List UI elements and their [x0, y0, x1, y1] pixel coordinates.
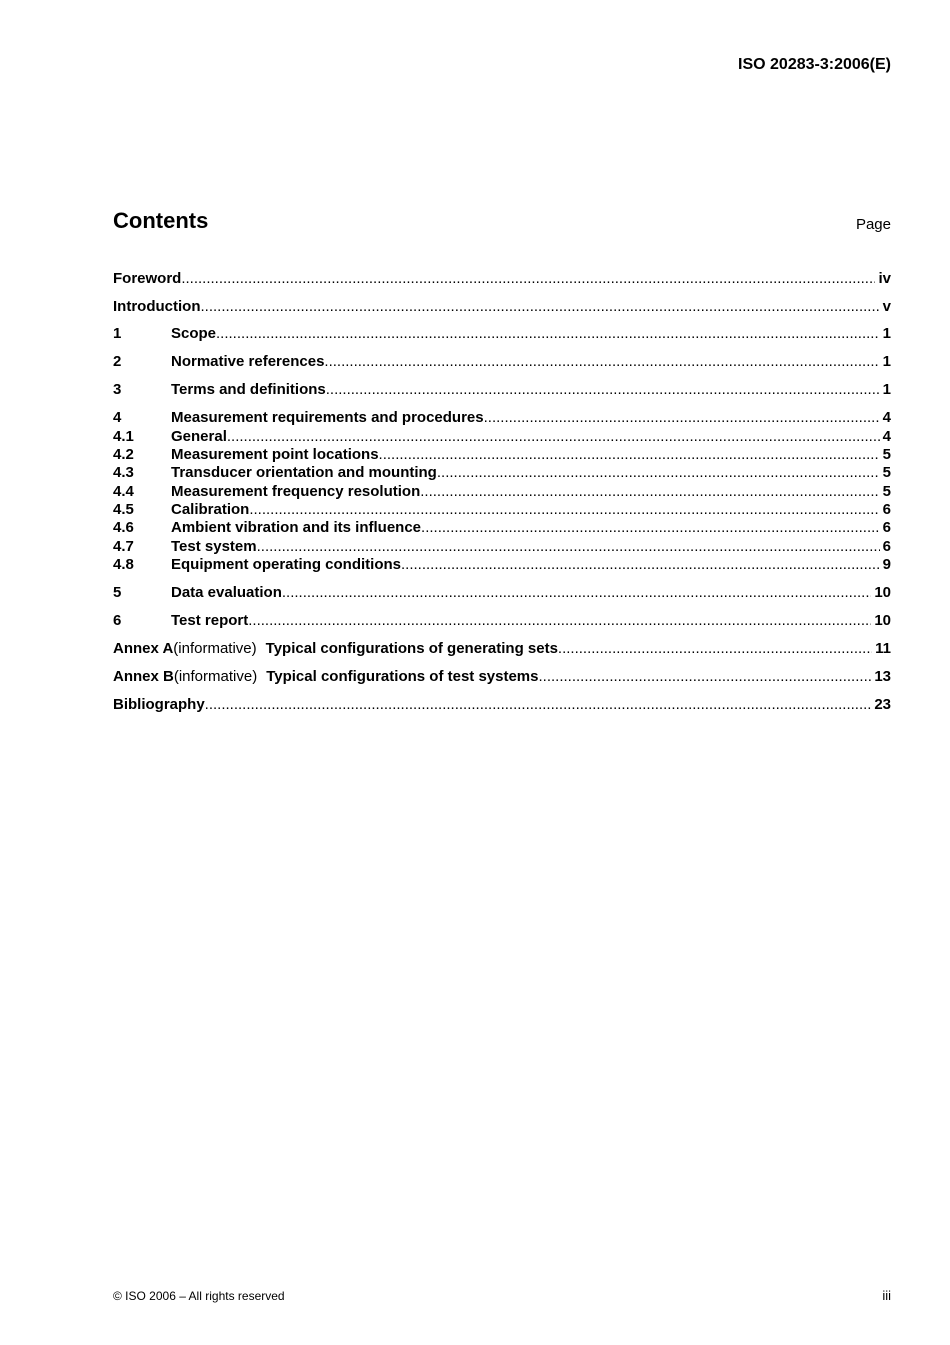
toc-entry-page: iv — [878, 270, 891, 287]
toc-entry[interactable] — [113, 483, 891, 501]
toc-entry[interactable] — [113, 556, 891, 574]
toc-entry-label: Measurement point locations — [171, 446, 379, 463]
toc-entry-label: Transducer orientation and mounting — [171, 464, 437, 481]
toc-entry[interactable] — [113, 668, 891, 686]
toc-entry-page: 13 — [874, 668, 891, 685]
toc-entry[interactable] — [113, 696, 891, 714]
copyright-footer: © ISO 2006 – All rights reserved — [113, 1289, 285, 1303]
toc-entry-label: Test system — [171, 538, 257, 555]
toc-entry-page: 10 — [874, 584, 891, 601]
toc-entry-number: 4.7 — [113, 538, 134, 555]
toc-entry-label: Terms and definitions — [171, 381, 326, 398]
toc-entry-label: Introduction — [113, 298, 201, 315]
toc-entry-page: 10 — [874, 612, 891, 629]
dot-leader — [200, 298, 879, 316]
toc-entry-note: (informative) — [173, 668, 258, 685]
toc-entry-label: Scope — [171, 325, 217, 342]
toc-entry[interactable] — [113, 428, 891, 446]
page-column-label: Page — [855, 216, 891, 233]
toc-entry-number: 1 — [113, 325, 122, 342]
toc-entry-subtitle: Typical configurations of test systems — [266, 668, 539, 685]
toc-entry[interactable] — [113, 584, 891, 602]
toc-entry-number: 4.8 — [113, 556, 134, 573]
dot-leader — [379, 446, 880, 464]
dot-leader — [257, 538, 880, 556]
toc-entry-label: Annex A — [113, 640, 174, 657]
toc-entry-number: 3 — [113, 381, 122, 398]
toc-entry-page: 9 — [882, 556, 891, 573]
toc-entry-page: 4 — [882, 409, 891, 426]
toc-entry-page: 4 — [882, 428, 891, 445]
toc-entry[interactable] — [113, 501, 891, 519]
toc-entry-note: (informative) — [173, 640, 257, 657]
toc-entry-number: 4 — [113, 409, 122, 426]
toc-entry-number: 5 — [113, 584, 122, 601]
toc-entry-page: 1 — [882, 325, 891, 342]
dot-leader — [324, 353, 879, 371]
toc-entry[interactable] — [113, 612, 891, 630]
toc-entry-label: Calibration — [171, 501, 250, 518]
dot-leader — [437, 464, 880, 482]
page-header: ISO 20283-3:2006(E) — [738, 56, 891, 73]
toc-entry-number: 4.5 — [113, 501, 134, 518]
dot-leader — [249, 501, 879, 519]
toc-entry[interactable] — [113, 381, 891, 399]
toc-entry-page: 1 — [882, 353, 891, 370]
toc-entry-label: Ambient vibration and its influence — [171, 519, 422, 536]
toc-entry-label: Measurement requirements and procedures — [171, 409, 484, 426]
dot-leader — [282, 584, 871, 602]
toc-entry-subtitle: Typical configurations of generating sets — [265, 640, 558, 657]
toc-entry-page: 1 — [882, 381, 891, 398]
contents-heading — [113, 208, 891, 238]
toc-entry-label: Foreword — [113, 270, 182, 287]
dot-leader — [326, 381, 880, 399]
contents-title: Contents — [113, 208, 209, 233]
toc-entry-page: 5 — [882, 483, 891, 500]
toc-entry-label: Bibliography — [113, 696, 205, 713]
page-number: iii — [882, 1288, 891, 1303]
toc-entry[interactable] — [113, 446, 891, 464]
toc-entry-number: 6 — [113, 612, 122, 629]
toc-entry-label: Measurement frequency resolution — [171, 483, 421, 500]
toc-entry-page: 6 — [882, 519, 891, 536]
toc-entry-page: 23 — [874, 696, 891, 713]
toc-entry[interactable] — [113, 464, 891, 482]
dot-leader — [248, 612, 871, 630]
toc-entry-number: 2 — [113, 353, 122, 370]
toc-entry-page: v — [882, 298, 891, 315]
dot-leader — [227, 428, 880, 446]
toc-entry-page: 6 — [882, 501, 891, 518]
toc-entry-label: Data evaluation — [171, 584, 282, 601]
toc-entry-page: 6 — [882, 538, 891, 555]
toc-entry-page: 5 — [882, 446, 891, 463]
dot-leader — [539, 668, 872, 686]
dot-leader — [216, 325, 880, 343]
toc-entry[interactable] — [113, 538, 891, 556]
toc-entry-label: Equipment operating conditions — [171, 556, 401, 573]
toc-entry[interactable] — [113, 640, 891, 658]
toc-entry-label: Annex B — [113, 668, 174, 685]
dot-leader — [484, 409, 880, 427]
toc-entry-page: 5 — [882, 464, 891, 481]
dot-leader — [205, 696, 872, 714]
toc-entry-number: 4.2 — [113, 446, 134, 463]
toc-entry-label: Normative references — [171, 353, 325, 370]
toc-entry[interactable] — [113, 519, 891, 537]
dot-leader — [420, 483, 879, 501]
toc-entry[interactable] — [113, 325, 891, 343]
toc-entry[interactable] — [113, 298, 891, 316]
toc-entry-page: 11 — [875, 640, 891, 657]
toc-entry-number: 4.6 — [113, 519, 134, 536]
toc-entry[interactable] — [113, 353, 891, 371]
toc-entry[interactable] — [113, 270, 891, 288]
dot-leader — [401, 556, 880, 574]
dot-leader — [558, 640, 872, 658]
toc-entry-label: Test report — [171, 612, 249, 629]
toc-entry-number: 4.4 — [113, 483, 134, 500]
dot-leader — [181, 270, 875, 288]
toc-entry-number: 4.1 — [113, 428, 134, 445]
toc-entry[interactable] — [113, 409, 891, 427]
toc-entry-label: General — [171, 428, 227, 445]
dot-leader — [421, 519, 880, 537]
toc-entry-number: 4.3 — [113, 464, 134, 481]
